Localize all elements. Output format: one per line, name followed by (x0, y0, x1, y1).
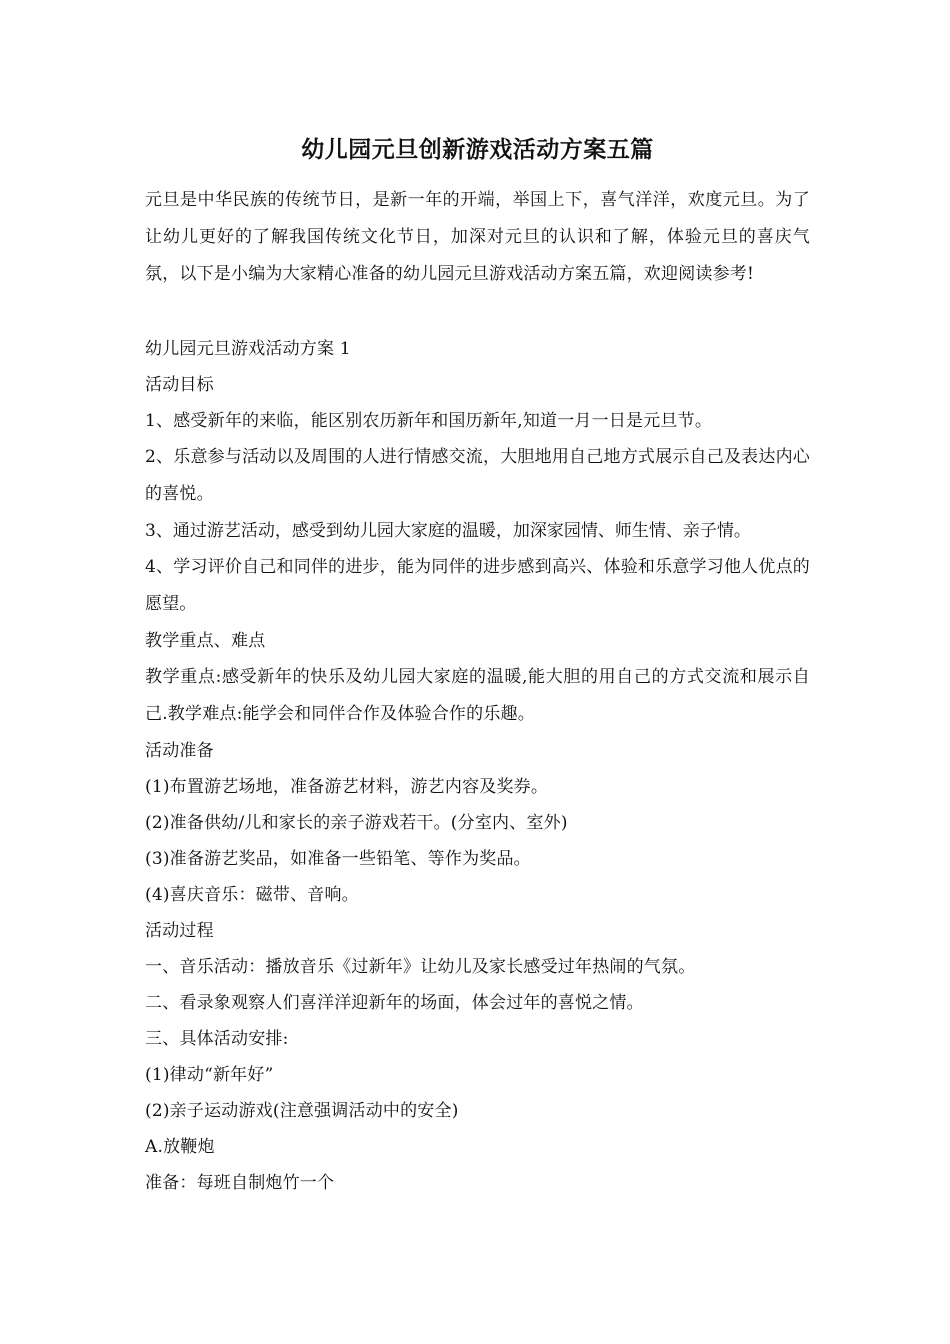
prep-heading: 活动准备 (145, 741, 214, 761)
prep-item: (2)准备供幼/儿和家长的亲子游戏若干。(分室内、室外) (145, 813, 568, 833)
goal-item: 4、学习评价自己和同伴的进步，能为同伴的进步感到高兴、体验和乐意学习他人优点的愿望。 (145, 557, 810, 614)
process-item: (2)亲子运动游戏(注意强调活动中的安全) (145, 1101, 459, 1121)
document-page (145, 132, 810, 1201)
prep-item: (1)布置游艺场地，准备游艺材料，游艺内容及奖券。 (145, 777, 549, 797)
document-title: 幼儿园元旦创新游戏活动方案五篇 (301, 136, 654, 163)
goal-item: 2、乐意参与活动以及周围的人进行情感交流，大胆地用自己地方式展示自己及表达内心的喜悦。 (145, 447, 810, 504)
goal-item: 1、感受新年的来临，能区别农历新年和国历新年,知道一月一日是元旦节。 (145, 411, 713, 431)
process-item: 准备：每班自制炮竹一个 (145, 1173, 335, 1193)
process-item: A.放鞭炮 (145, 1137, 215, 1157)
intro-paragraph: 元旦是中华民族的传统节日，是新一年的开端，举国上下，喜气洋洋，欢度元旦。为了让幼儿更好的了解我国传统文化节日，加深对元旦的认识和了解，体验元旦的喜庆气氛，以下是小编为大家精心准备的幼儿园元旦游戏活动方案五篇，欢迎阅读参考! (145, 190, 810, 284)
process-item: 二、看录象观察人们喜洋洋迎新年的场面，体会过年的喜悦之情。 (145, 993, 644, 1013)
section-heading: 幼儿园元旦游戏活动方案 1 (145, 339, 351, 359)
goals-heading: 活动目标 (145, 375, 214, 395)
prep-item: (4)喜庆音乐：磁带、音响。 (145, 885, 359, 905)
goal-item: 3、通过游艺活动，感受到幼儿园大家庭的温暖，加深家园情、师生情、亲子情。 (145, 521, 751, 541)
process-item: (1)律动“新年好” (145, 1065, 274, 1085)
prep-item: (3)准备游艺奖品，如准备一些铅笔、等作为奖品。 (145, 849, 531, 869)
process-item: 三、具体活动安排: (145, 1029, 289, 1049)
key-heading: 教学重点、难点 (145, 631, 266, 651)
key-text: 教学重点:感受新年的快乐及幼儿园大家庭的温暖,能大胆的用自己的方式交流和展示自己.教学难点:能学会和同伴合作及体验合作的乐趣。 (145, 667, 810, 724)
process-item: 一、音乐活动：播放音乐《过新年》让幼儿及家长感受过年热闹的气氛。 (145, 957, 696, 977)
process-heading: 活动过程 (145, 921, 214, 941)
